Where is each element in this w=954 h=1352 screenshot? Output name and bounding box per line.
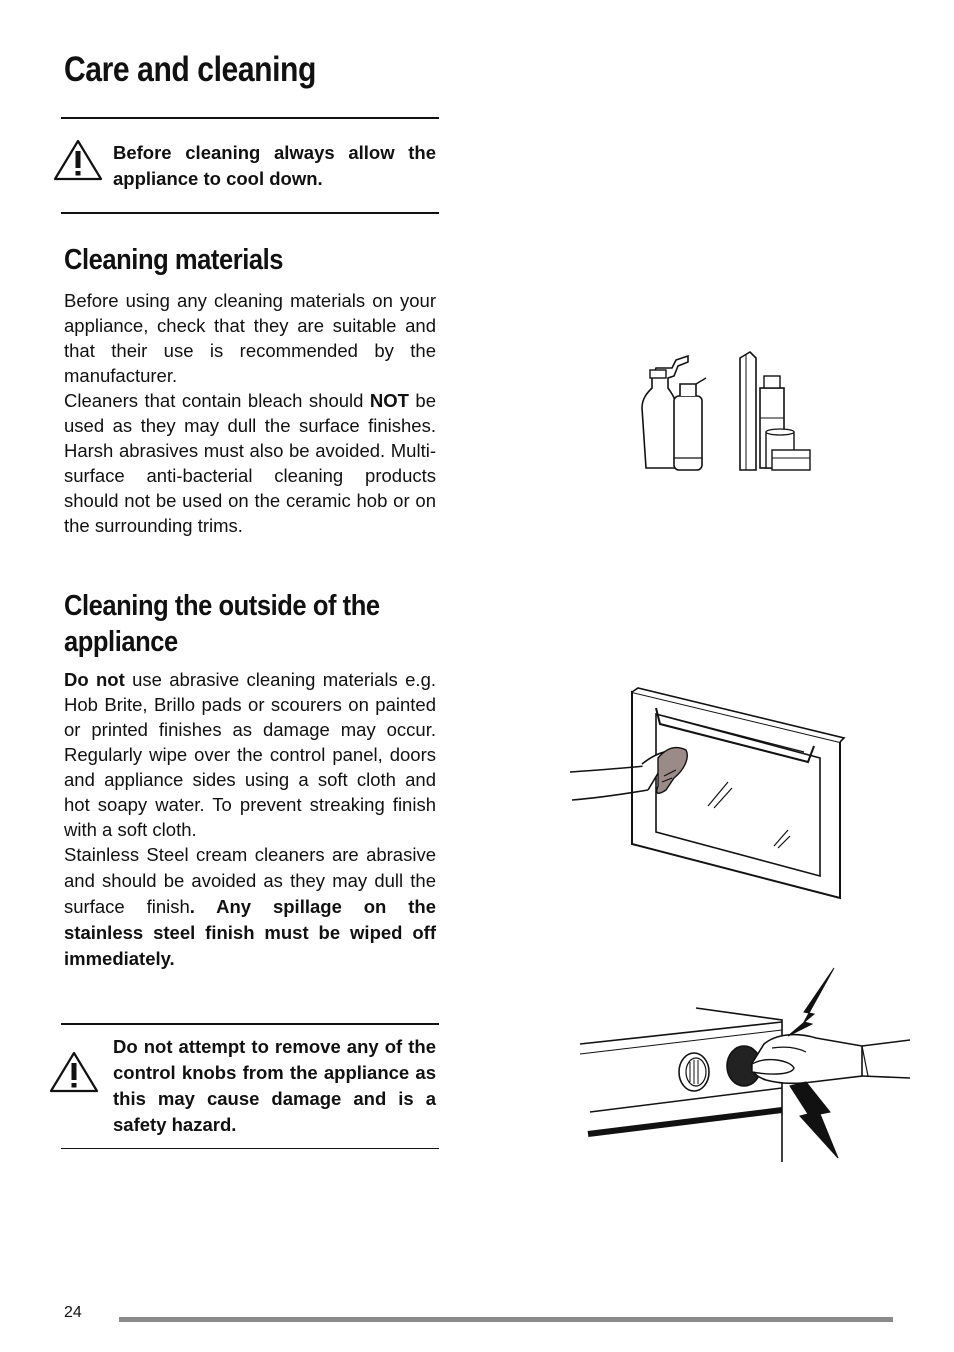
footer-bar [119,1317,893,1322]
warning-control-knobs-text: Do not attempt to remove any of the control knobs from the appliance as this may cause damage and is a safety hazard. [113,1036,436,1135]
divider [61,212,439,214]
page-number: 24 [64,1304,82,1321]
divider [61,117,439,119]
paragraph: Do not use abrasive cleaning materials e.g. Hob Brite, Brillo pads or scourers on painted or printed finishes as damage may occur. Regularly wipe over the control panel, doors and appliance sides using a soft cloth and hot soapy water. To prevent streaking finish with a soft cloth. [64,669,437,840]
warning-cool-down-text: Before cleaning always allow the appliance to cool down. [113,142,436,189]
paragraph: Cleaners that contain bleach should NOT be used as they may dull the surface finishes. Harsh abrasives must also be avoided. Multi-surface anti-bacterial cleaning products should not be used on the ceramic hob or on the surrounding trims. [64,390,437,536]
divider [61,1148,439,1149]
control-knob-warning-illustration [576,964,916,1169]
warning-triangle-icon [52,138,104,187]
divider [61,1023,439,1025]
cleaning-products-illustration [638,348,818,479]
section-heading-cleaning-materials: Cleaning materials [64,244,284,276]
wiping-oven-door-illustration [568,686,848,907]
paragraph: Stainless Steel cream cleaners are abrasive and should be avoided as they may dull the surface finish. Any spillage on the stainless steel finish must be wiped off immediately. [64,844,437,969]
section-heading-cleaning-outside: Cleaning the outside of the appliance [64,590,380,658]
page-title: Care and cleaning [64,50,316,89]
cleaning-materials-body [64,288,436,538]
warning-triangle-icon [48,1050,100,1099]
cleaning-outside-body [64,667,436,972]
paragraph: Before using any cleaning materials on your appliance, check that they are suitable and that their use is recommended by the manufacturer. [64,290,436,386]
